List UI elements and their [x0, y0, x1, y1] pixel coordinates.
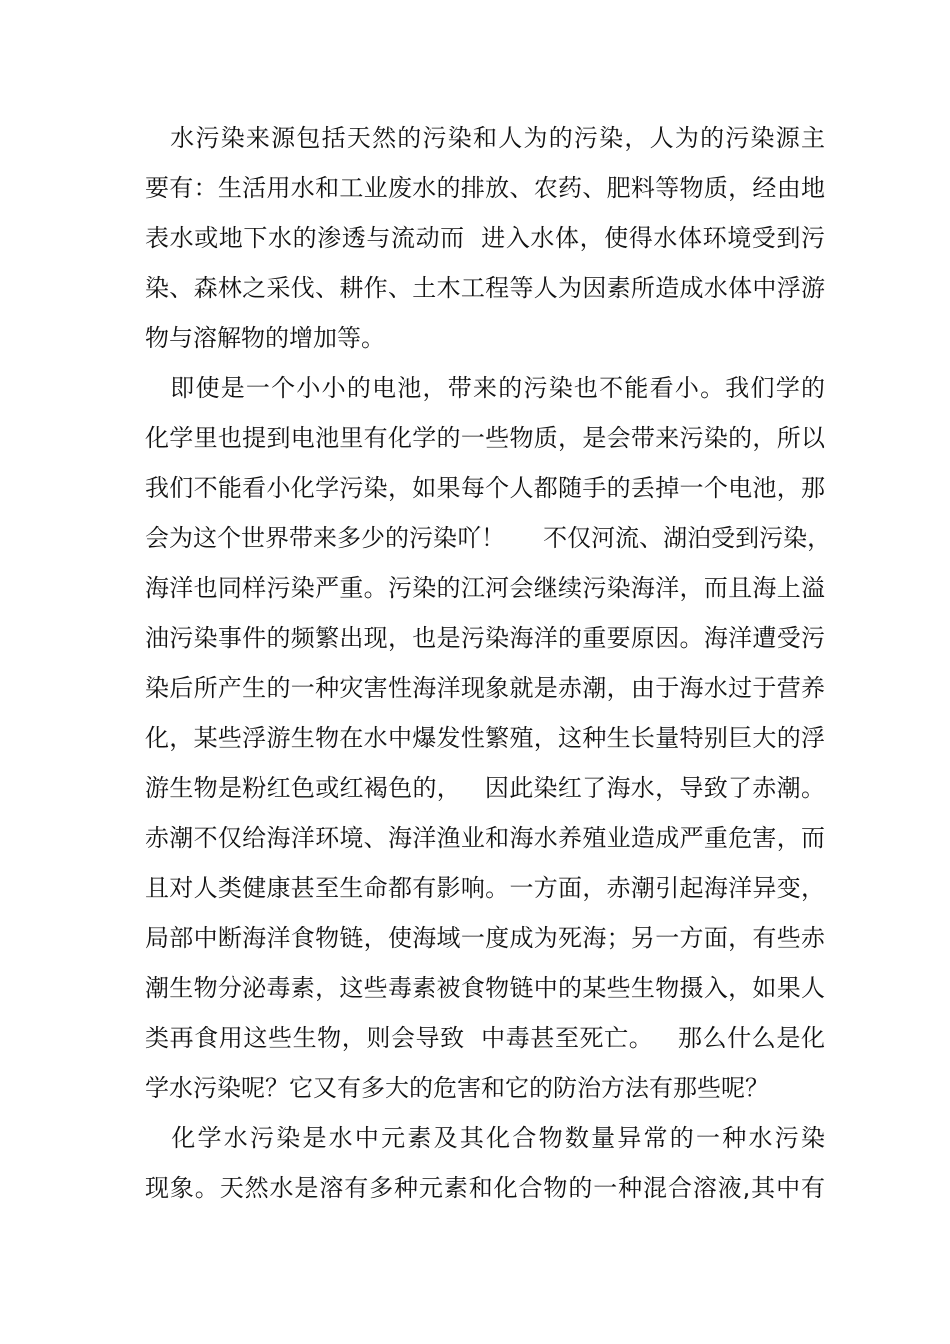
text-line: 物与溶解物的增加等。 [145, 324, 385, 352]
text-line: 染后所产生的一种灾害性海洋现象就是赤潮，由于海水过于营养 [145, 674, 825, 702]
text-line: 要有：生活用水和工业废水的排放、农药、肥料等物质，经由地 [145, 174, 825, 202]
text-line: 潮生物分泌毒素，这些毒素被食物链中的某些生物摄入，如果人 [145, 974, 825, 1002]
text-line: 游生物是粉红色或红褐色的， 因此染红了海水，导致了赤潮。 [145, 774, 825, 802]
text-line: 化学里也提到电池里有化学的一些物质，是会带来污染的，所以 [145, 424, 825, 452]
text-line: 会为这个世界带来多少的污染吖！ 不仅河流、湖泊受到污染， [145, 524, 832, 552]
text-line: 且对人类健康甚至生命都有影响。一方面，赤潮引起海洋异变， [145, 874, 825, 902]
text-line: 油污染事件的频繁出现，也是污染海洋的重要原因。海洋遭受污 [145, 624, 825, 652]
text-line: 表水或地下水的渗透与流动而 进入水体，使得水体环境受到污 [145, 224, 825, 252]
text-line: 学水污染呢？它又有多大的危害和它的防治方法有那些呢？ [145, 1074, 769, 1102]
text-line: 海洋也同样污染严重。污染的江河会继续污染海洋，而且海上溢 [145, 574, 825, 602]
text-line: 即使是一个小小的电池，带来的污染也不能看小。我们学的 [145, 374, 825, 402]
text-line: 现象。天然水是溶有多种元素和化合物的一种混合溶液,其中有 [145, 1174, 825, 1202]
document-body [145, 113, 832, 1213]
text-line: 化学水污染是水中元素及其化合物数量异常的一种水污染 [145, 1124, 825, 1152]
text-line: 局部中断海洋食物链，使海域一度成为死海；另一方面，有些赤 [145, 924, 825, 952]
text-line: 水污染来源包括天然的污染和人为的污染，人为的污染源主 [145, 124, 825, 152]
text-line: 化，某些浮游生物在水中爆发性繁殖，这种生长量特别巨大的浮 [145, 724, 825, 752]
text-line: 染、森林之采伐、耕作、土木工程等人为因素所造成水体中浮游 [145, 274, 825, 302]
text-line: 我们不能看小化学污染，如果每个人都随手的丢掉一个电池，那 [145, 474, 825, 502]
text-line: 赤潮不仅给海洋环境、海洋渔业和海水养殖业造成严重危害，而 [145, 824, 825, 852]
text-line: 类再食用这些生物，则会导致 中毒甚至死亡。 那么什么是化 [145, 1024, 825, 1052]
